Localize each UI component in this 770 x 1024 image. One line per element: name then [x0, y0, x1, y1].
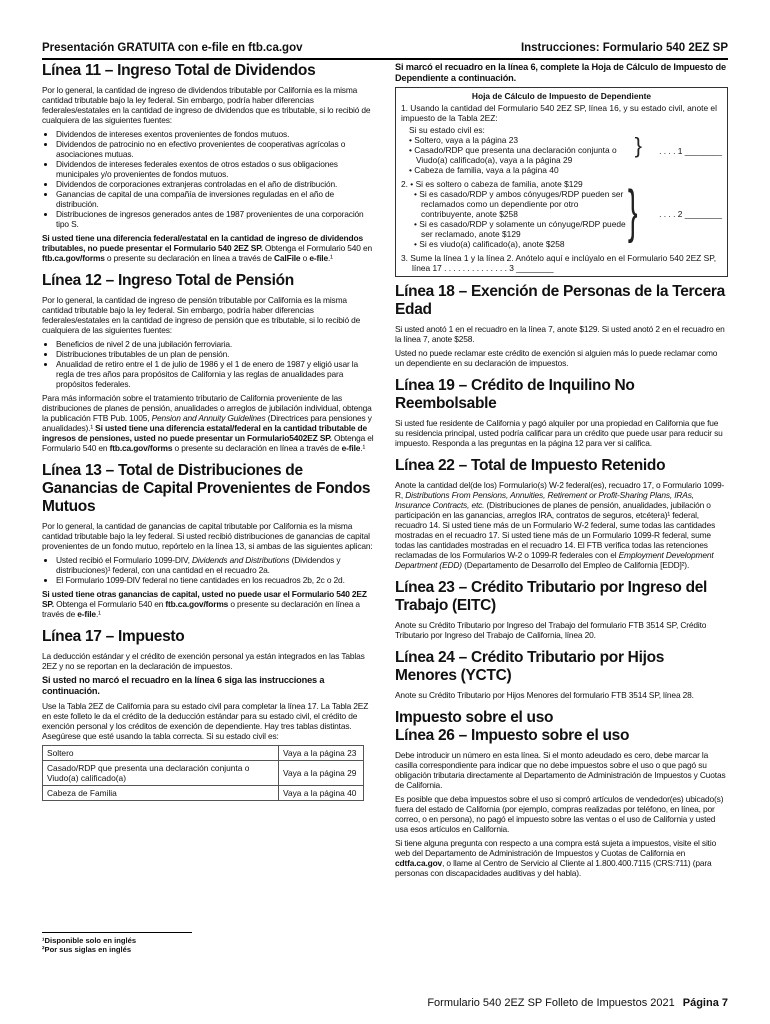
list-item: • Dividendos de patrocinio no en efectivo provenientes de cooperativas agrícolas o asociaciones mutuas. [56, 139, 378, 159]
worksheet-line-1: 1. Usando la cantidad del Formulario 540 2EZ SP, línea 16, y su estado civil, anote el impuesto de la Tabla 2EZ: [401, 103, 717, 123]
page-header [42, 40, 728, 60]
bold-text: Si usted tiene una diferencia federal/estatal en la cantidad de ingreso de dividendos tributables, no puede presentar el Formulario 540 2EZ SP. [42, 233, 363, 253]
italic-text: Pension and Annuity Guidelines [151, 413, 266, 423]
section-linea-26 [395, 709, 728, 878]
section-linea-17 [42, 628, 378, 801]
list-item: • Anualidad de retiro entre el 1 de julio de 1986 y el 1 de enero de 1987 y eligió usar la regla de tres años para propósitos de California y las reglas de anualidades para propósitos federales. [56, 359, 378, 389]
italic-text: Dividends and Distributions [191, 555, 290, 565]
italic-text: Employment Development Department (EDD) [395, 550, 714, 570]
list-item [56, 555, 378, 575]
text: (Distribuciones de planes de pensión, anualidades, jubilación o participación en las ganancias, arreglos IRA, contratos de seguros, etcétera)¹ federal, recuadro 14. Si usted tiene más de un Formulario W-2 federal, sume todas las cantidades mostradas en el recuadro 17. Si usted tiene más de un Formulario 1099-R federal, sume todas las cantidades mostradas en el recuadro 14. El FTB verifica todas las retenciones reclamadas de los Formularios W-2 o 1099-R federales con el [395, 500, 716, 560]
section-linea-12 [42, 272, 378, 453]
dependent-instruction: Si marcó el recuadro en la línea 6, complete la Hoja de Cálculo de Impuesto de Dependiente a continuación. [395, 62, 726, 83]
worksheet-line-2 [401, 179, 722, 249]
brace-icon: } [634, 133, 642, 158]
heading-linea-19: Línea 19 – Crédito de Inquilino No Reembolsable [395, 377, 635, 412]
linea-11-list [42, 129, 378, 229]
text: Si tiene alguna pregunta con respecto a una compra está sujeta a impuestos, visite el sitio web del Departamento de Administración de Impuestos y Cuotas de California en [395, 838, 717, 858]
page-footer [395, 997, 728, 1009]
section-linea-19 [395, 377, 728, 448]
section-linea-22 [395, 457, 728, 570]
table-row [43, 761, 364, 786]
heading-linea-13: Línea 13 – Total de Distribuciones de Ganancias de Capital Provenientes de Fondos Mutuos [42, 462, 371, 515]
filing-status-table [42, 745, 364, 801]
list-item: • Distribuciones tributables de un plan de pensión. [56, 349, 378, 359]
footnotes [42, 932, 192, 954]
worksheet-title: Hoja de Cálculo de Impuesto de Dependiente [471, 91, 652, 101]
table-cell: Soltero [43, 746, 279, 761]
text: Cabeza de familia, vaya a la página 40 [414, 165, 559, 175]
linea-23-p1: Anote su Crédito Tributario por Ingreso del Trabajo del formulario FTB 3514 SP, Crédito Tributario por Ingreso del Trabajo de California, línea 20. [395, 620, 707, 640]
linea-24-p1: Anote su Crédito Tributario por Hijos Menores del formulario FTB 3514 SP, línea 28. [395, 690, 694, 700]
option-item: • Si es viudo(a) calificado(a), anote $258 [414, 239, 565, 249]
table-cell: Vaya a la página 29 [279, 761, 364, 786]
worksheet-line-2-amount: . . . . 2 ________ [659, 209, 722, 219]
linea-12-list [42, 339, 378, 389]
cdtfa-link[interactable]: cdtfa.ca.gov [395, 858, 443, 868]
left-column [42, 62, 378, 962]
italic-text: Distributions From Pensions, Annuities, Retirement or Profit-Sharing Plans, IRAs, Insurance Contracts, etc. [395, 490, 694, 510]
text: Anote la cantidad del(de los) Formulario(s) W-2 federal(es), recuadro 17, o Formulario 1099-R, [395, 480, 725, 500]
footnote-1: ¹Disponible solo en inglés [42, 936, 137, 945]
text: o presente su declaración en línea a través de [172, 443, 342, 453]
forms-link[interactable]: ftb.ca.gov/forms [42, 253, 105, 263]
heading-linea-18: Línea 18 – Exención de Personas de la Tercera Edad [395, 283, 725, 318]
heading-linea-12: Línea 12 – Ingreso Total de Pensión [42, 272, 294, 289]
option-item: • Soltero, vaya a la página 23 [409, 135, 519, 145]
table-cell: Cabeza de Familia [43, 786, 279, 801]
heading-linea-23: Línea 23 – Crédito Tributario por Ingreso del Trabajo (EITC) [395, 579, 708, 614]
section-linea-11 [42, 62, 378, 263]
text: o [300, 253, 310, 263]
header-right: Instrucciones: Formulario 540 2EZ SP [520, 42, 728, 54]
list-item: • Dividendos de intereses exentos provenientes de fondos mutuos. [56, 129, 378, 139]
text: Si es viudo(a) calificado(a), anote $258 [419, 239, 565, 249]
dependent-tax-worksheet [395, 87, 728, 277]
text: Obtenga el Formulario 540 en [262, 243, 372, 253]
heading-linea-26: Línea 26 – Impuesto sobre el uso [395, 727, 630, 744]
option-item: • Si es casado/RDP y ambos cónyuges/RDP pueden ser reclamados como un dependiente por otro contribuyente, anote $258 [414, 189, 624, 219]
table-row [43, 786, 364, 801]
linea-26-p2: Es posible que deba impuestos sobre el uso si compró artículos de vendedor(es) ubicado(s) fuera del estado de California (por ejemplo, compras realizadas por teléfono, en línea, por correo, o en persona), no pagó el impuesto sobre las ventas o el uso de California y usted usa esos artículos en California. [395, 794, 724, 834]
text: Para más información sobre el tratamiento tributario de California proveniente de las distribuciones de planes de pensión, anualidades o arreglos de jubilación individual, obtenga la publicación FTB Pub. 1005, [42, 393, 372, 423]
table-cell: Casado/RDP que presenta una declaración conjunta o Viudo(a) calificado(a) [43, 761, 279, 786]
text: Usted recibió el Formulario 1099-DIV, [56, 555, 192, 565]
text: o presente su declaración en línea a través de [104, 253, 275, 263]
linea-26-p3 [395, 838, 728, 878]
text: , o llame al Centro de Servicio al Cliente al 1.800.400.7115 (CRS:711) (para personas con discapacidades auditivas y del habla). [395, 858, 712, 878]
footnote-2: ²Por sus siglas en inglés [42, 945, 132, 954]
text: o presente su declaración en línea a través de [42, 599, 360, 619]
right-column [395, 62, 728, 982]
linea-19-p1: Si usted fue residente de California y pagó alquiler por una propiedad en California que fue su residencia principal, usted podría calificar para un crédito que puede usar para reducir su impuesto. Responda a las preguntas en la página 12 para ver si califica. [395, 418, 723, 448]
linea-13-list [42, 555, 378, 585]
list-item: • El Formulario 1099-DIV federal no tiene cantidades en los recuadros 2b, 2c o 2d. [56, 575, 378, 585]
list-item: • Beneficios de nivel 2 de una jubilación ferroviaria. [56, 339, 378, 349]
list-item: • Dividendos de corporaciones extranjeras controladas en el año de distribución. [56, 179, 378, 189]
linea-17-instruction: Si usted no marcó el recuadro en la línea 6 siga las instrucciones a continuación. [42, 675, 325, 696]
brace-icon: } [627, 179, 638, 244]
table-cell: Vaya a la página 23 [279, 746, 364, 761]
linea-18-p2: Usted no puede reclamar este crédito de exención si alguien más lo puede reclamar como un dependiente en su declaración de impuestos. [395, 348, 718, 368]
text: 2. • Si es soltero o cabeza de familia, anote $129 [401, 179, 583, 189]
heading-linea-24: Línea 24 – Crédito Tributario por Hijos Menores (YCTC) [395, 649, 665, 684]
text: Casado/RDP que presenta una declaración conjunta o Viudo(a) calificado(a), vaya a la página 29 [414, 145, 617, 165]
page-number: Página 7 [682, 997, 728, 1009]
text: Si es casado/RDP y ambos cónyuges/RDP pueden ser reclamados como un dependiente por otro contribuyente, anote $258 [419, 189, 624, 219]
linea-17-p1: La deducción estándar y el crédito de exención personal ya están integrados en las Tablas 2EZ y no se reportan en la declaración de impuestos. [42, 651, 365, 671]
linea-11-note [42, 233, 378, 263]
linea-26-p1: Debe introducir un número en esta línea. Si el monto adeudado es cero, debe marcar la casilla correspondiente para indicar que no debe impuestos sobre el uso o que pagó su obligación tributaria directamente al Departamento de Administración de Impuestos y Cuotas de California. [395, 750, 726, 790]
linea-12-intro: Por lo general, la cantidad de ingreso de pensión tributable por California es la misma cantidad tributable bajo la ley federal. Sin embargo, podría haber diferencias federales/estatales en la cantidad de ingreso de pensión que es tributable, si lo recibió de cualquiera de las siguientes fuentes: [42, 295, 361, 335]
text: (Dividendos y distribuciones)¹ federal, con una cantidad en el recuadro 2a. [56, 555, 341, 575]
text: (Departamento de Desarrollo del Empleo de California [EDD]²). [461, 560, 690, 570]
linea-22-p1 [395, 480, 728, 570]
worksheet-line-1-amount: . . . . 1 ________ [659, 146, 722, 156]
linea-18-p1: Si usted anotó 1 en el recuadro en la línea 7, anote $129. Si usted anotó 2 en el recuadro en la línea 7, anote $258. [395, 324, 725, 344]
linea-11-intro: Por lo general, la cantidad de ingreso de dividendos tributable por California es la misma cantidad tributable bajo la ley federal. Sin embargo, podría haber diferencias federales/estatales en la cantidad de ingreso de dividendos que es tributable, si lo recibió de cualquiera de las siguientes fuentes: [42, 85, 371, 125]
header-left: Presentación GRATUITA con e-file en ftb.ca.gov [42, 42, 303, 54]
footer-text: Formulario 540 2EZ SP Folleto de Impuestos 2021 [427, 997, 675, 1009]
bold-text: Si usted tiene una diferencia estatal/federal en la cantidad tributable de ingresos de pensiones, usted no puede presentar un Formulario5402EZ SP. [42, 423, 368, 443]
text: Si su estado civil es: [409, 125, 485, 135]
linea-17-p3: Use la Tabla 2EZ de California para su estado civil para completar la línea 17. La Tabla 2EZ en este folleto le da el crédito de la deducción estándar para su estado civil, el crédito de exención personal y los créditos de exención de dependiente. Hay tres tablas distintas. Asegúrese que esté usando la tabla correcta. Si su estado civil es: [42, 701, 369, 741]
text: Soltero, vaya a la página 23 [414, 135, 519, 145]
list-item: • Dividendos de intereses federales exentos de otros estados o sus obligaciones municipales y/o provenientes de fondos mutuos. [56, 159, 378, 179]
section-linea-13 [42, 462, 378, 619]
heading-linea-17: Línea 17 – Impuesto [42, 628, 185, 645]
text: Si es casado/RDP y solamente un cónyuge/RDP puede ser reclamado, anote $129 [419, 219, 626, 239]
linea-13-intro: Por lo general, la cantidad de ganancias de capital tributable por California es la misma cantidad tributable bajo la ley federal. Si usted recibió distribuciones de ganancias de capital provenientes de un fondo mutuo, repórtelo en la línea 13, si ambas de las siguientes aplican: [42, 521, 373, 551]
worksheet-line-3: 3. Sume la línea 1 y la línea 2. Anótelo aquí e inclúyalo en el Formulario 540 2EZ SP, línea 17 . . . . . . . . . . . . . . 3 ________ [401, 253, 717, 273]
heading-use-tax: Impuesto sobre el uso [395, 709, 554, 726]
heading-linea-22: Línea 22 – Total de Impuesto Retenido [395, 457, 666, 474]
section-linea-18 [395, 283, 728, 368]
worksheet-line-1-options [401, 125, 722, 175]
efile-link[interactable]: e-file [77, 609, 96, 619]
list-item: • Ganancias de capital de una compañía de inversiones reguladas en el año de distribución. [56, 189, 378, 209]
section-linea-24 [395, 649, 728, 700]
option-item: • Cabeza de familia, vaya a la página 40 [409, 165, 559, 175]
table-row [43, 746, 364, 761]
text: .¹ [360, 443, 366, 453]
text: (Directrices para pensiones y anualidades).¹ [42, 413, 372, 433]
table-cell: Vaya a la página 40 [279, 786, 364, 801]
forms-link[interactable]: ftb.ca.gov/forms [109, 443, 173, 453]
forms-link[interactable]: ftb.ca.gov/forms [165, 599, 229, 609]
section-linea-23 [395, 579, 728, 640]
text: .¹ [327, 253, 333, 263]
option-item: • Casado/RDP que presenta una declaración conjunta o Viudo(a) calificado(a), vaya a la página 29 [409, 145, 617, 165]
linea-13-note [42, 589, 378, 619]
linea-12-note [42, 393, 378, 453]
option-item: • Si es casado/RDP y solamente un cónyuge/RDP puede ser reclamado, anote $129 [414, 219, 626, 239]
calfile-link[interactable]: CalFile [274, 253, 301, 263]
efile-link[interactable]: e-file [309, 253, 328, 263]
bold-text: Si usted tiene otras ganancias de capital, usted no puede usar el Formulario 540 2EZ SP. [42, 589, 367, 609]
heading-linea-11: Línea 11 – Ingreso Total de Dividendos [42, 62, 316, 79]
text: Obtenga el Formulario 540 en [42, 433, 374, 453]
efile-link[interactable]: e-file [341, 443, 361, 453]
list-item: • Distribuciones de ingresos generados antes de 1987 provenientes de una corporación tipo S. [56, 209, 378, 229]
text: Obtenga el Formulario 540 en [53, 599, 166, 609]
text: .¹ [95, 609, 101, 619]
